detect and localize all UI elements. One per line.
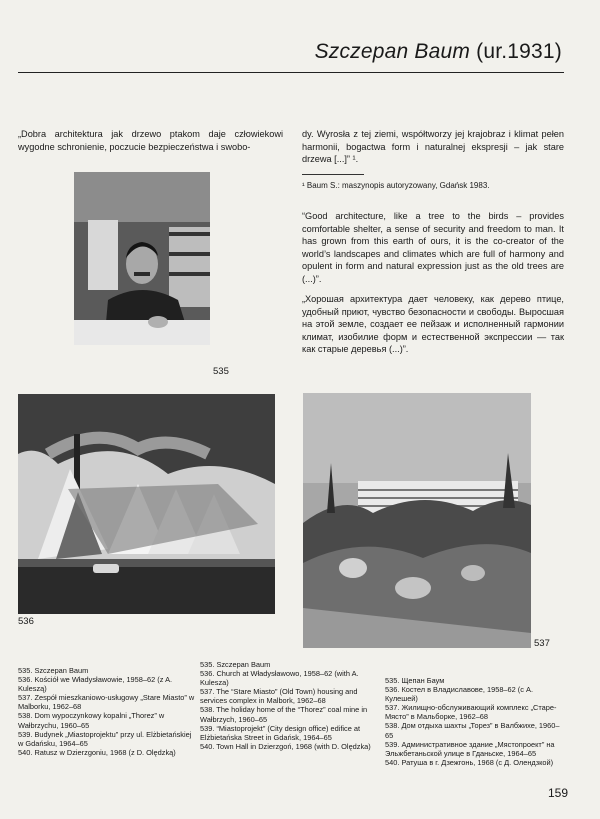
caption-en-540: 540. Town Hall in Dzierzgoń, 1968 (with D. Olędzka) (200, 741, 371, 751)
caption-ru-535: 535. Щепан Баум (385, 676, 445, 685)
quote-russian: „Хорошая архитектура дает человеку, как дерево птице, удобный приют, чувство безопасности и свободы. Выросшая на этой земле, создает ее пейзаж и исполненный гармонии климат, изобилие форм и естественной экспрессии — так как старые деревья (...)”. (302, 294, 564, 355)
caption-en-537: 537. The “Stare Miasto” (Old Town) housing and services complex in Malbork, 1962–68 (200, 687, 358, 706)
caption-ru-540: 540. Ратуша в г. Дзежгонь, 1968 (с Д. Олендзкой) (385, 757, 554, 767)
quote-polish-part2: dy. Wyrosła z tej ziemi, współtworzy jej krajobraz i klimat pełen harmonii, bogactwa form i naturalnej ekspresji – jak stare drzewa [...]” ¹. (302, 129, 564, 165)
caption-ru-539: 539. Административное здание „Мястопроект” на Эльжбетаньской улице в Гданьске, 1964–65 (385, 739, 555, 758)
quote-english: “Good architecture, like a tree to the birds – provides comfortable shelter, a sense of security and freedom to man. It has grown from this earth of ours, it is the co-creator of the world’s landscapes and climates which are full of harmony and opulent in form and natural expression just as the old trees are (...)”. (302, 211, 564, 284)
figure-number-537: 537 (534, 638, 550, 649)
caption-en-535: 535. Szczepan Baum (200, 660, 271, 669)
photo-architect-portrait (74, 172, 210, 345)
footnote-rule (302, 174, 364, 175)
captions-russian (385, 676, 565, 767)
caption-ru-538: 538. Дом отдыха шахты „Торез” в Валбжихе, 1960–65 (385, 721, 560, 740)
caption-pl-536: 536. Kościół we Władysławowie, 1958–62 (z A. Kuleszą) (18, 675, 173, 694)
caption-pl-538: 538. Dom wypoczynkowy kopalni „Thorez” w Wałbrzychu, 1960–65 (18, 711, 165, 730)
footnote: ¹ Baum S.: maszynopis autoryzowany, Gdańsk 1983. (302, 181, 490, 190)
caption-en-539: 539. “Miastoprojekt” (City design office) edifice at Elżbietańska Street in Gdańsk, 1964–65 (200, 723, 361, 742)
quote-polish-part1: „Dobra architektura jak drzewo ptakom daje człowiekowi wygodne schronienie, poczucie bezpieczeństwa i swobo- (18, 129, 283, 152)
caption-pl-540: 540. Ratusz w Dzierzgoniu, 1968 (z D. Olędzką) (18, 747, 176, 757)
caption-pl-539: 539. Budynek „Miastoprojektu” przy ul. Elżbietańskiej w Gdańsku, 1964–65 (18, 729, 192, 748)
photo-church-wladyslawowo (18, 394, 275, 614)
captions-english (200, 660, 378, 751)
photo-housing-malbork (303, 393, 531, 648)
page-title (315, 40, 562, 64)
caption-en-538: 538. The holiday home of the “Thorez” coal mine in Wałbrzych, 1960–65 (200, 705, 368, 724)
header-rule (18, 72, 564, 73)
caption-pl-535: 535. Szczepan Baum (18, 666, 89, 675)
architect-name: Szczepan Baum (314, 40, 471, 63)
caption-pl-537: 537. Zespół mieszkaniowo-usługowy „Stare Miasto” w Malborku, 1962–68 (18, 693, 195, 712)
caption-ru-536: 536. Костел в Владиславове, 1958–62 (с А. Кулешей) (385, 685, 534, 704)
captions-polish (18, 666, 195, 757)
figure-number-535: 535 (213, 366, 229, 377)
architect-years: (ur.1931) (476, 40, 562, 63)
caption-en-536: 536. Church at Władysławowo, 1958–62 (with A. Kulesza) (200, 669, 359, 688)
figure-number-536: 536 (18, 616, 34, 627)
page-number: 159 (547, 786, 568, 800)
caption-ru-537: 537. Жилищно-обслуживающий комплекс „Старе-Място” в Мальборке, 1962–68 (385, 703, 557, 722)
